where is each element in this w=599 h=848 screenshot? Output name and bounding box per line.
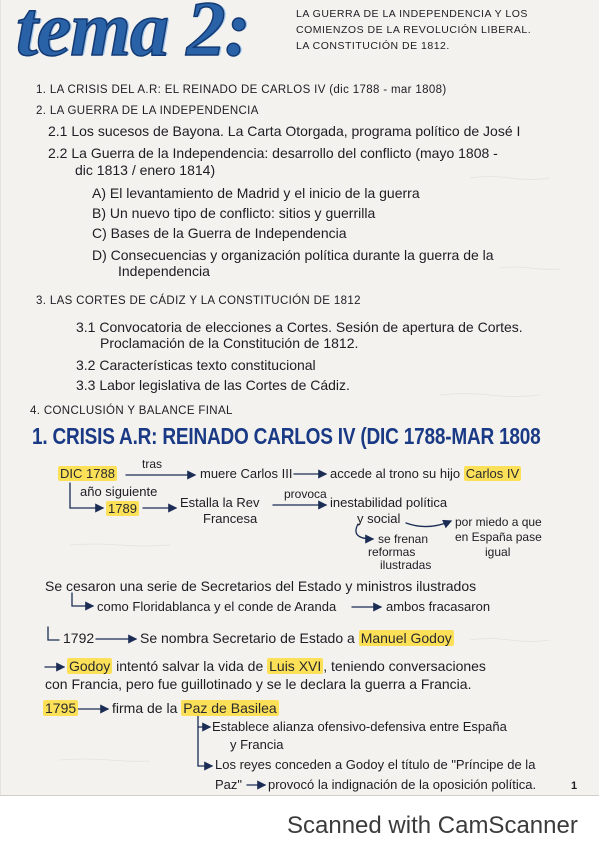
date-highlight: DIC 1788 (60, 466, 115, 481)
arrow-label-provoca: provoca (284, 487, 327, 501)
toc-section-3: 3. LAS CORTES DE CÁDIZ Y LA CONSTITUCIÓN DE 1812 (36, 295, 361, 307)
subtitle-line-3: LA CONSTITUCIÓN DE 1812. (296, 40, 450, 52)
note-intento: intentó salvar la vida de (116, 658, 264, 674)
note-alianza: Establece alianza ofensivo-defensiva entre España (212, 719, 507, 734)
toc-item-3-1-cont: Proclamación de la Constitución de 1812. (100, 335, 359, 351)
scanner-watermark: Scanned with CamScanner (287, 812, 578, 839)
note-floridablanca: como Floridablanca y el conde de Aranda (97, 599, 337, 614)
luis-xvi-highlight: Luis XVI (269, 658, 322, 674)
toc-point-c: C) Bases de la Guerra de Independencia (92, 225, 347, 241)
note-nombra-text: Se nombra Secretario de Estado a (140, 630, 355, 646)
note-paz-quote: Paz" (215, 777, 243, 792)
date-label (58, 466, 117, 482)
toc-point-a: A) El levantamiento de Madrid y el inicio de la guerra (92, 185, 420, 201)
note-inestabilidad: inestabilidad política (330, 495, 448, 510)
year-1795-highlight: 1795 (45, 700, 77, 716)
note-inestabilidad-cont: y social (357, 511, 401, 526)
page-number: 1 (571, 780, 578, 792)
note-fracasaron: ambos fracasaron (386, 599, 491, 614)
year-1792-label: 1792 (63, 630, 95, 646)
note-miedo-1: por miedo a que (455, 515, 542, 529)
page-title: tema 2: (16, 0, 250, 72)
note-provoco: provocó la indignación de la oposición política. (268, 777, 537, 792)
note-accede-text: accede al trono su hijo (330, 466, 461, 481)
year-1795-label (43, 700, 78, 716)
note-frenan-3: ilustradas (380, 558, 432, 572)
note-reyes: Los reyes conceden a Godoy el título de "Príncipe de la (215, 757, 536, 772)
toc-point-b: B) Un nuevo tipo de conflicto: sitios y guerrilla (92, 205, 376, 221)
note-frenan-1: se frenan (378, 532, 429, 546)
arrow-label-tras: tras (142, 457, 163, 471)
subtitle-line-2: COMIENZOS DE LA REVOLUCIÓN LIBERAL. (296, 24, 532, 36)
note-miedo-3: igual (485, 545, 511, 559)
note-muere: muere Carlos III (200, 466, 293, 481)
note-frenan-2: reformas (368, 545, 416, 559)
note-estalla-cont: Francesa (203, 511, 258, 526)
note-estalla: Estalla la Rev (180, 495, 260, 510)
toc-point-d: D) Consecuencias y organización política durante la guerra de la (92, 247, 494, 263)
carlos-iv-highlight: Carlos IV (465, 466, 520, 481)
toc-item-3-2: 3.2 Características texto constitucional (76, 357, 316, 373)
section-heading: 1. CRISIS A.R: REINADO CARLOS IV (DIC 1788-MAR 1808 (32, 424, 541, 450)
bracket-icon-floridablanca (72, 593, 93, 606)
bracket-icon-1792 (48, 627, 59, 640)
toc-item-2-1: 2.1 Los sucesos de Bayona. La Carta Otorgada, programa político de José I (48, 123, 521, 139)
toc-item-2-2: 2.2 La Guerra de la Independencia: desarrollo del conflicto (mayo 1808 - (48, 145, 498, 161)
note-nombra (140, 630, 454, 646)
note-godoy-line-2: con Francia, pero fue guillotinado y se le declara la guerra a Francia. (45, 676, 472, 692)
toc-item-3-3: 3.3 Labor legislativa de las Cortes de Cádiz. (76, 377, 350, 393)
note-conversaciones: , teniendo conversaciones (323, 658, 486, 674)
toc-section-2: 2. LA GUERRA DE LA INDEPENDENCIA (36, 105, 259, 117)
toc-item-3-1: 3.1 Convocatoria de elecciones a Cortes. Sesión de apertura de Cortes. (76, 319, 523, 335)
arrow-icon-miedo (406, 521, 451, 527)
note-alianza-cont: y Francia (230, 737, 284, 752)
toc-section-1: 1. LA CRISIS DEL A.R: EL REINADO DE CARLOS IV (dic 1788 - mar 1808) (36, 84, 447, 96)
note-miedo-2: en España pase (455, 530, 542, 544)
paz-basilea-highlight: Paz de Basilea (183, 700, 277, 716)
manuel-godoy-highlight: Manuel Godoy (360, 630, 452, 646)
year-1789-highlight: 1789 (108, 501, 137, 516)
year-label (106, 501, 139, 517)
note-firma-text: firma de la (112, 700, 178, 716)
note-ano-siguiente: año siguiente (80, 484, 158, 499)
subtitle-line-1: LA GUERRA DE LA INDEPENDENCIA Y LOS (296, 8, 528, 20)
note-accede (330, 466, 521, 482)
toc-point-d-cont: Independencia (118, 263, 210, 279)
note-cesaron: Se cesaron una serie de Secretarios del Estado y ministros ilustrados (45, 578, 477, 594)
toc-item-2-2-cont: dic 1813 / enero 1814) (75, 162, 216, 178)
note-firma (112, 700, 279, 716)
toc-section-4: 4. CONCLUSIÓN Y BALANCE FINAL (30, 405, 233, 417)
note-godoy-line-1 (67, 658, 486, 674)
godoy-highlight: Godoy (69, 658, 111, 674)
